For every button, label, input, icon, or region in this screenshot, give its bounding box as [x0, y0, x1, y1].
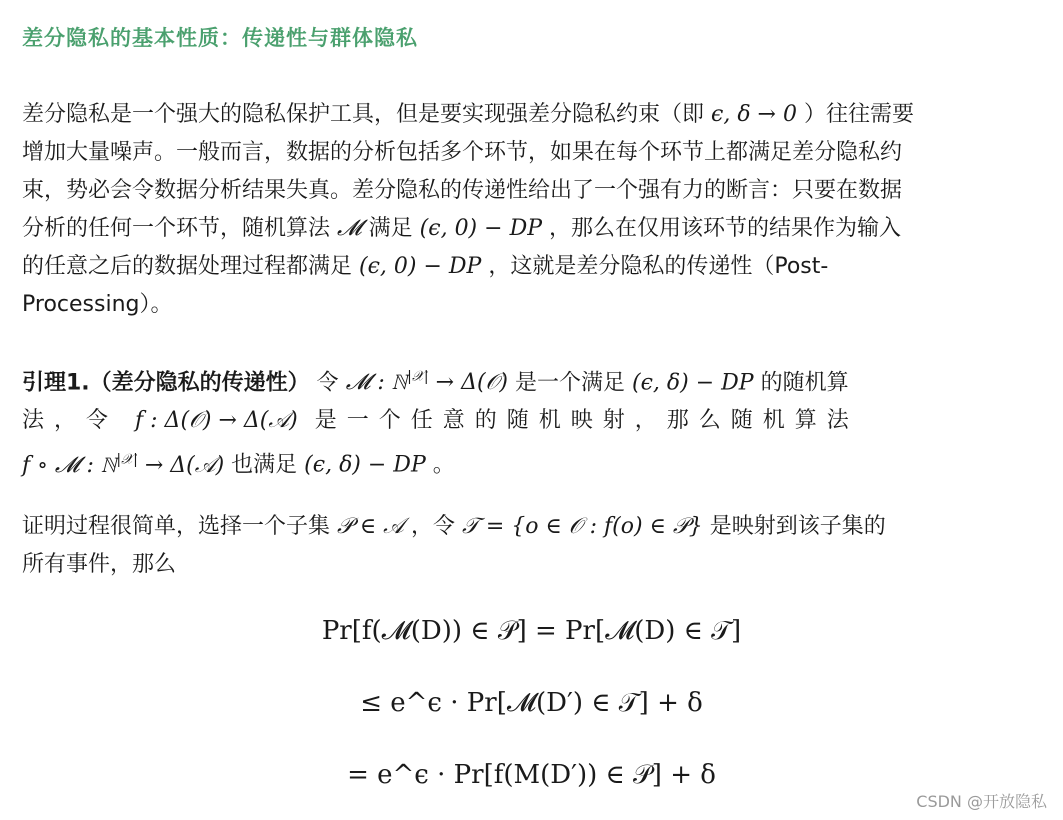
text-run: ，这就是差分隐私的传递性（Post- [488, 254, 829, 279]
para1-line2: 增加大量噪声。一般而言，数据的分析包括多个环节，如果在每个环节上都满足差分隐私约 [22, 140, 903, 165]
math-event-set: 𝒯 = {o ∈ 𝒪 : f(o) ∈ 𝒫} [461, 514, 703, 539]
math-mapping-f: f : Δ(𝒪) → Δ(𝒜) [135, 408, 298, 434]
text-run: ，那么在仅用该环节的结果作为输入 [549, 216, 902, 241]
text-run: 令 [316, 370, 339, 396]
lemma-line1 [22, 358, 1042, 402]
para1-line3: 束，势必会令数据分析结果失真。差分隐私的传递性给出了一个强有力的断言：只要在数据 [22, 178, 903, 203]
math-run: → Δ(𝒜) [144, 452, 225, 478]
lemma-block [22, 358, 1042, 485]
math-run: → Δ(𝒪) [435, 370, 508, 396]
text-run: 也满足 [231, 452, 298, 478]
math-epsilon-delta: ϵ, δ → 0 [711, 102, 797, 127]
math-dp: (ϵ, 0) − DP [359, 254, 482, 279]
math-subset: 𝒫 ∈ 𝒜 [337, 514, 404, 539]
math-superscript: |𝒳| [116, 451, 138, 468]
math-run: f ∘ 𝓜 : ℕ [22, 452, 117, 478]
para1-line6: Processing）。 [22, 292, 173, 317]
proof-line2: 所有事件，那么 [22, 552, 177, 577]
lemma-line3 [22, 440, 1042, 484]
text-run: ，令 [410, 514, 455, 539]
text-run: 。 [432, 452, 455, 478]
text-run: 法，令 [22, 408, 119, 434]
section-heading: 差分隐私的基本性质：传递性与群体隐私 [22, 25, 418, 50]
math-algorithm-m: 𝓜 [337, 216, 362, 241]
proof-paragraph [22, 508, 1042, 584]
text-run: 的随机算 [760, 370, 849, 396]
text-run: 是映射到该子集的 [709, 514, 886, 539]
para1-line5 [22, 248, 1042, 286]
text-run: 是一个任意的随机映射，那么随机算法 [314, 408, 859, 434]
equation-line-2: ≤ e^ϵ · Pr[𝓜(D′) ∈ 𝒯] + δ [360, 688, 703, 718]
text-run: 满足 [368, 216, 413, 241]
math-dp: (ϵ, δ) − DP [304, 452, 426, 478]
lemma-title: 引理1.（差分隐私的传递性） [22, 370, 310, 396]
intro-paragraph [22, 96, 1042, 324]
equation-line-1: Pr[f(𝓜(D)) ∈ 𝒫] = Pr[𝓜(D) ∈ 𝒯] [321, 616, 742, 646]
lemma-line2 [22, 402, 1042, 440]
text-run: 差分隐私是一个强大的隐私保护工具，但是要实现强差分隐私约束（即 [22, 102, 705, 127]
math-mapping [346, 370, 508, 395]
para1-line1 [22, 96, 1042, 134]
math-composition [22, 453, 224, 478]
math-run: 𝓜 : ℕ [345, 370, 408, 396]
math-dp: (ϵ, δ) − DP [632, 370, 754, 396]
para1-line4 [22, 210, 1042, 248]
math-superscript: |𝒳| [407, 369, 429, 385]
text-run: ）往往需要 [804, 102, 915, 127]
proof-line1 [22, 508, 1042, 546]
csdn-watermark: CSDN @开放隐私 [916, 792, 1047, 811]
text-run: 是一个满足 [514, 370, 625, 396]
text-run: 证明过程很简单，选择一个子集 [22, 514, 331, 539]
text-run: 的任意之后的数据处理过程都满足 [22, 254, 353, 279]
equation-line-3: = e^ϵ · Pr[f(M(D′)) ∈ 𝒫] + δ [347, 760, 716, 790]
math-dp: (ϵ, 0) − DP [419, 216, 543, 241]
text-run: 分析的任何一个环节，随机算法 [22, 216, 331, 241]
